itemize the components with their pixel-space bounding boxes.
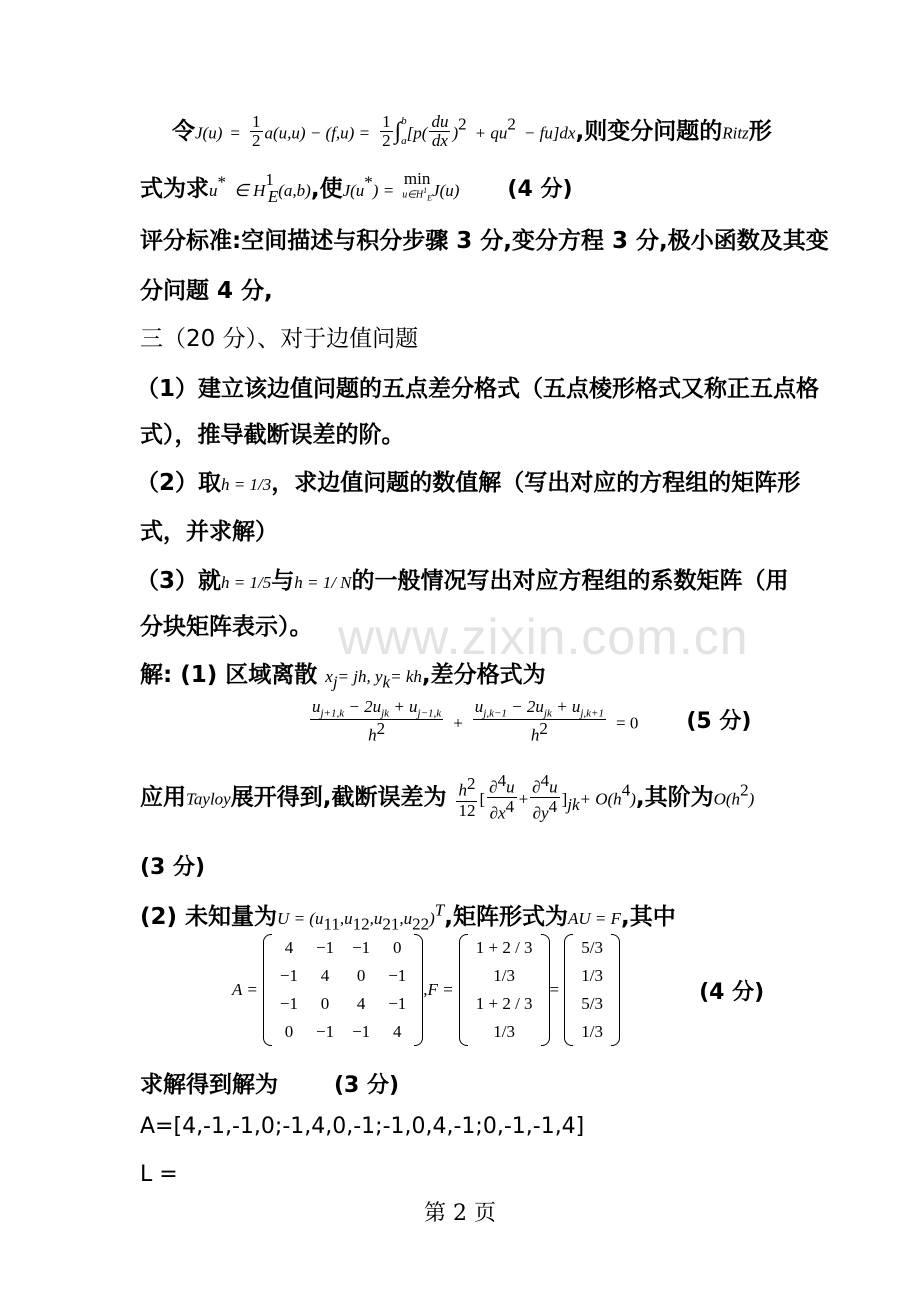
question-1: （1）建立该边值问题的五点差分格式（五点棱形格式又称正五点格	[136, 376, 820, 402]
question-2-cont: 式，并求解）	[140, 519, 278, 545]
section-heading: 三（20 分）、对于边值问题	[140, 326, 419, 352]
question-1-cont: 式），推导截断误差的阶。	[140, 422, 405, 448]
score-3: (3 分)	[140, 855, 206, 880]
watermark: www.zixin.com.cn	[338, 609, 749, 665]
solution-2-line: (2) 未知量为$U = (u_{11},u_{12},u_{21},u_{22})^T$,矩阵形式为AU = F,其中	[140, 900, 676, 934]
ritz-functional-line: 令J(u) = $\frac{1}{2}$ a(u,u) − (f,u) = $\frac{1}{2}$ ∫ b a [p( $\frac{du}{dx}$ )$^2 + qu^2 - fu]dx$,则变分问题的Ritz形	[172, 111, 772, 151]
matlab-l: L =	[140, 1162, 178, 1187]
question-2: （2）取h = 1/3，求边值问题的数值解（写出对应的方程组的矩阵形	[136, 470, 801, 496]
matrix-equation: A = 4 −1 −1 0 −1 4 0 −1 −1 0 4 −1 0 −1 −1 4 ,F = 1 + 2 / 3 1/3 1 + 2 / 3 1/3 = 5/3 1/3 5/3 1/3 (4 分)	[232, 934, 764, 1046]
vector-f: 1 + 2 / 3 1/3 1 + 2 / 3 1/3	[459, 934, 550, 1046]
matlab-matrix-a: A=[4,-1,-1,0;-1,4,0,-1;-1,0,4,-1;0,-1,-1,4]	[140, 1114, 585, 1139]
solution-result-line: 求解得到解为 (3 分)	[140, 1072, 400, 1098]
matrix-a: 4 −1 −1 0 −1 4 0 −1 −1 0 4 −1 0 −1 −1 4	[263, 934, 423, 1046]
question-3: （3）就h = 1/5与h = 1/ N的一般情况写出对应方程组的系数矩阵（用	[136, 568, 789, 594]
truncation-error-line: 应用Tayloy展开得到,截断误差为 $\frac{h^2}{12}$ [ $\frac{\partial^4u}{\partial x^4}$ + $\frac{\partial^4u}{\partial y^4}$ ]$_{jk}+ O(h^4)$,其阶为$O(h^2)$	[140, 771, 755, 823]
question-3-cont: 分块矩阵表示）。	[140, 614, 313, 640]
grading-criteria-line-2: 分问题 4 分,	[140, 278, 273, 304]
difference-scheme: $\frac{u_{j+1,k} - 2u_{jk} + u_{j-1,k}}{h^2}$ + $\frac{u_{j,k-1} - 2u_{jk} + u_{j,k+1}}{h^2}$ = 0 (5 分)	[312, 697, 752, 746]
solution-1-line: 解: (1) 区域离散 $x_j=$ jh, $y_k=$ kh,差分格式为	[140, 662, 546, 692]
vector-f-simplified: 5/3 1/3 5/3 1/3	[564, 934, 620, 1046]
grading-criteria-line: 评分标准:空间描述与积分步骤 3 分,变分方程 3 分,极小函数及其变	[140, 228, 829, 254]
page-number: 第 2 页	[424, 1201, 496, 1226]
ritz-form-line: 式为求u* ∈ $H^1_E(a,b)$,使J(u*) = min $u\in H^1_E$ J(u) (4 分)	[140, 169, 573, 206]
